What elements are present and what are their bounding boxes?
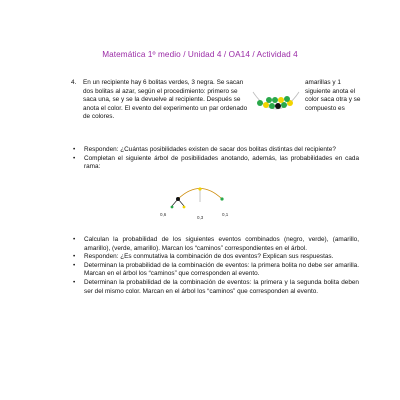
list-item: • Determinan la probabilidad de la combinación de eventos: la primera y la segunda bolita deben ser del mismo color. Marcan en el árbol los “caminos” que corresponden al evento. (73, 278, 359, 295)
yellow-node (198, 187, 201, 190)
instructions-bottom (72, 236, 359, 296)
marbles-container-illustration (250, 86, 302, 122)
black-node (176, 197, 180, 201)
bullet-icon: • (73, 253, 76, 261)
list-item: • Determinan la probabilidad de la combinación de eventos: la primera bolita no debe ser amarilla. Marcan en el árbol los “caminos” que corresponden al evento. (73, 261, 359, 278)
bullet-icon: • (73, 236, 76, 243)
tree-branch-label: 0,6 (160, 212, 167, 217)
yellow-marble (263, 102, 269, 108)
instructions-top (72, 146, 359, 172)
black-marble (275, 103, 281, 109)
bullet-icon: • (73, 146, 76, 153)
problem-number: 4. (71, 79, 77, 86)
green-node (171, 206, 174, 209)
list-item: • Calculan la probabilidad de los siguientes eventos combinados (negro, verde), (amarillo, amarillo), (verde, amarillo). Marcan los “caminos” correspondientes en el árbol. (73, 236, 359, 252)
bullet-icon: • (73, 261, 76, 269)
tree-branch-label: 0,3 (197, 215, 204, 220)
green-marble (257, 100, 263, 106)
yellow-node (183, 206, 186, 209)
problem-text-left: En un recipiente hay 6 bolitas verdes, 3 negra. Se sacan dos bolitas al azar, según el procedimiento: primero se saca una, se y se la devuelve al recipiente. Después se anota el color. El evento del experimento un par ordenado de colores. (83, 79, 248, 121)
green-marble (266, 97, 272, 103)
bullet-icon: • (73, 278, 76, 286)
green-marble (272, 97, 278, 103)
yellow-marble (278, 97, 284, 103)
problem-text-right: amarillas y 1 siguiente anota el color saca otra y se compuesto es (305, 79, 361, 112)
green-marble (284, 96, 290, 102)
bullet-icon: • (73, 154, 76, 162)
green-marble (269, 103, 275, 109)
list-item: • Responden: ¿Cuántas posibilidades existen de sacar dos bolitas distintas del recipiente? (73, 146, 336, 153)
list-item: • Responden: ¿Es conmutativa la combinación de dos eventos? Explican sus respuestas. (73, 253, 334, 261)
tree-branch-label: 0,1 (222, 212, 229, 217)
green-node (220, 197, 223, 200)
green-marble (281, 102, 287, 108)
list-item: • Completan el siguiente árbol de posibilidades anotando, además, las probabilidades en cada rama: (73, 154, 359, 171)
page-title: Matemática 1º medio / Unidad 4 / OA14 / Actividad 4 (102, 50, 298, 59)
